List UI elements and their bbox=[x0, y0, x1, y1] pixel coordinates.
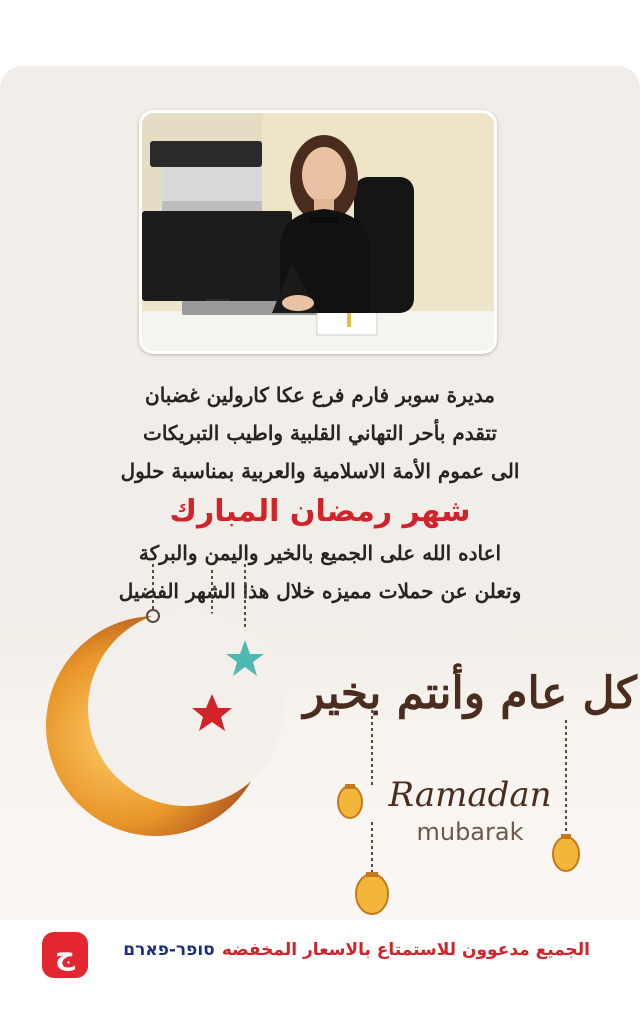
crescent-moon-icon bbox=[46, 610, 284, 836]
message-line-manager: مديرة سوبر فارم فرع عكا كارولين غضبان bbox=[145, 383, 495, 407]
lantern-icon bbox=[553, 834, 579, 871]
bottom-strip bbox=[0, 994, 640, 1024]
ramadan-artwork bbox=[0, 560, 640, 930]
message-line-campaigns: وتعلن عن حملات مميزه خلال هذا الشهر الفضيل bbox=[118, 579, 522, 603]
ramadan-english-subtitle: mubarak bbox=[416, 818, 524, 846]
photo-frame bbox=[139, 110, 497, 354]
message-line-blessing: اعاده الله على الجميع بالخير واليمن والبركة bbox=[138, 541, 502, 565]
lantern-icon bbox=[338, 784, 362, 818]
manager-photo bbox=[142, 113, 494, 351]
footer-banner bbox=[0, 920, 640, 994]
message-line-congratulations: تتقدم بأحر التهاني القلبية واطيب التبريكات bbox=[143, 421, 497, 445]
calligraphy-greeting: كل عام وأنتم بخير bbox=[303, 668, 637, 719]
brand-logo-glyph: ج bbox=[54, 938, 76, 971]
brand-logo-icon bbox=[42, 932, 88, 978]
footer-invitation: الجميع مدعوون للاستمتاع بالاسعار المخفضه bbox=[221, 940, 590, 960]
office-scene-image bbox=[142, 113, 494, 351]
message-line-ramadan-title: شهر رمضان المبارك bbox=[169, 494, 471, 529]
message-line-audience: الى عموم الأمة الاسلامية والعربية بمناسبة حلول bbox=[120, 459, 520, 483]
ramadan-english-title: Ramadan bbox=[388, 775, 552, 815]
lantern-icon bbox=[356, 872, 388, 914]
brand-name: סופר-פארם bbox=[123, 940, 215, 960]
